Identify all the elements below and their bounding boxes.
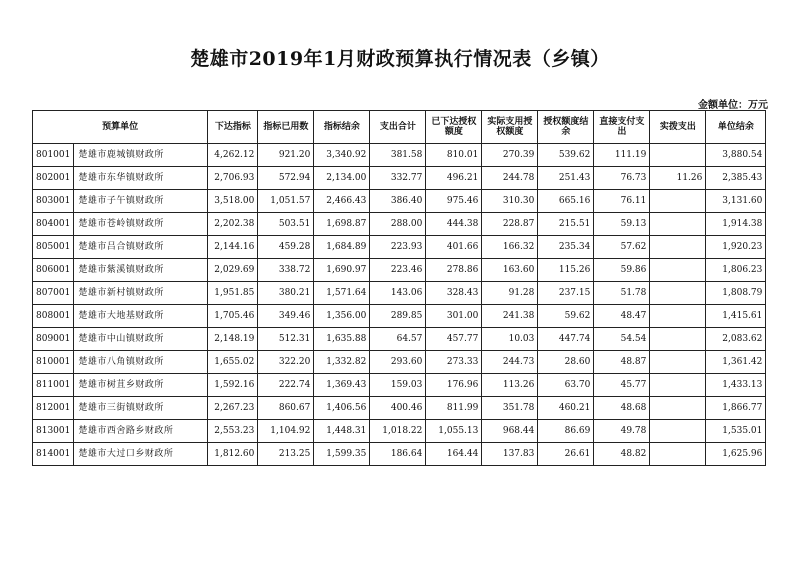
cell-auth-balance: 251.43 <box>538 167 594 190</box>
cell-used: 1,051.57 <box>258 190 314 213</box>
cell-real-pay <box>650 282 706 305</box>
cell-actual-used: 10.03 <box>482 328 538 351</box>
cell-used: 349.46 <box>258 305 314 328</box>
budget-table <box>32 110 766 466</box>
cell-unit-balance: 3,131.60 <box>706 190 766 213</box>
cell-spending: 288.00 <box>370 213 426 236</box>
cell-unit-balance: 1,415.61 <box>706 305 766 328</box>
cell-spending: 159.03 <box>370 374 426 397</box>
cell-direct-pay: 59.86 <box>594 259 650 282</box>
cell-actual-used: 244.73 <box>482 351 538 374</box>
col-header-direct-pay: 直接支付支出 <box>594 111 650 144</box>
cell-actual-used: 166.32 <box>482 236 538 259</box>
row-code: 809001 <box>33 328 74 351</box>
cell-direct-pay: 48.82 <box>594 443 650 466</box>
cell-direct-pay: 48.87 <box>594 351 650 374</box>
cell-issued: 2,029.69 <box>208 259 258 282</box>
row-unit-name: 楚雄市子午镇财政所 <box>74 190 208 213</box>
cell-direct-pay: 57.62 <box>594 236 650 259</box>
cell-unit-balance: 3,880.54 <box>706 144 766 167</box>
row-code: 803001 <box>33 190 74 213</box>
cell-direct-pay: 49.78 <box>594 420 650 443</box>
col-header-spending: 支出合计 <box>370 111 426 144</box>
cell-real-pay <box>650 443 706 466</box>
cell-balance: 2,134.00 <box>314 167 370 190</box>
cell-actual-used: 113.26 <box>482 374 538 397</box>
row-unit-name: 楚雄市大地基财政所 <box>74 305 208 328</box>
col-header-used: 指标已用数 <box>258 111 314 144</box>
cell-auth-balance: 235.34 <box>538 236 594 259</box>
row-unit-name: 楚雄市东华镇财政所 <box>74 167 208 190</box>
cell-actual-used: 91.28 <box>482 282 538 305</box>
cell-balance: 1,690.97 <box>314 259 370 282</box>
col-header-real-pay: 实拨支出 <box>650 111 706 144</box>
table-row <box>33 374 766 397</box>
cell-unit-balance: 1,808.79 <box>706 282 766 305</box>
row-code: 810001 <box>33 351 74 374</box>
table-header-row <box>33 111 766 144</box>
cell-real-pay <box>650 397 706 420</box>
cell-issued: 1,592.16 <box>208 374 258 397</box>
cell-direct-pay: 59.13 <box>594 213 650 236</box>
row-unit-name: 楚雄市树苴乡财政所 <box>74 374 208 397</box>
row-code: 804001 <box>33 213 74 236</box>
cell-auth-issued: 1,055.13 <box>426 420 482 443</box>
cell-auth-issued: 496.21 <box>426 167 482 190</box>
cell-issued: 2,706.93 <box>208 167 258 190</box>
table-row <box>33 144 766 167</box>
cell-auth-balance: 237.15 <box>538 282 594 305</box>
cell-auth-issued: 176.96 <box>426 374 482 397</box>
cell-actual-used: 270.39 <box>482 144 538 167</box>
row-unit-name: 楚雄市西舍路乡财政所 <box>74 420 208 443</box>
cell-used: 322.20 <box>258 351 314 374</box>
cell-auth-balance: 539.62 <box>538 144 594 167</box>
cell-spending: 386.40 <box>370 190 426 213</box>
cell-unit-balance: 1,433.13 <box>706 374 766 397</box>
table-row <box>33 397 766 420</box>
cell-spending: 223.93 <box>370 236 426 259</box>
cell-actual-used: 241.38 <box>482 305 538 328</box>
cell-unit-balance: 2,385.43 <box>706 167 766 190</box>
cell-unit-balance: 2,083.62 <box>706 328 766 351</box>
cell-real-pay: 11.26 <box>650 167 706 190</box>
table-row <box>33 443 766 466</box>
cell-used: 1,104.92 <box>258 420 314 443</box>
unit-label: 金额单位：万元 <box>698 100 768 111</box>
cell-unit-balance: 1,535.01 <box>706 420 766 443</box>
table-row <box>33 213 766 236</box>
col-header-balance: 指标结余 <box>314 111 370 144</box>
cell-auth-issued: 975.46 <box>426 190 482 213</box>
cell-balance: 3,340.92 <box>314 144 370 167</box>
cell-spending: 64.57 <box>370 328 426 351</box>
cell-auth-issued: 301.00 <box>426 305 482 328</box>
cell-issued: 1,655.02 <box>208 351 258 374</box>
cell-used: 512.31 <box>258 328 314 351</box>
cell-unit-balance: 1,625.96 <box>706 443 766 466</box>
table-row <box>33 190 766 213</box>
cell-spending: 332.77 <box>370 167 426 190</box>
cell-real-pay <box>650 420 706 443</box>
cell-issued: 2,144.16 <box>208 236 258 259</box>
table-body <box>33 144 766 466</box>
cell-direct-pay: 54.54 <box>594 328 650 351</box>
table-row <box>33 282 766 305</box>
table-row <box>33 328 766 351</box>
cell-balance: 2,466.43 <box>314 190 370 213</box>
cell-auth-issued: 273.33 <box>426 351 482 374</box>
cell-balance: 1,571.64 <box>314 282 370 305</box>
cell-auth-balance: 26.61 <box>538 443 594 466</box>
cell-auth-balance: 215.51 <box>538 213 594 236</box>
col-header-auth-balance: 授权额度结余 <box>538 111 594 144</box>
cell-direct-pay: 111.19 <box>594 144 650 167</box>
table-row <box>33 259 766 282</box>
cell-auth-issued: 810.01 <box>426 144 482 167</box>
cell-auth-balance: 665.16 <box>538 190 594 213</box>
cell-real-pay <box>650 351 706 374</box>
cell-actual-used: 137.83 <box>482 443 538 466</box>
cell-auth-issued: 444.38 <box>426 213 482 236</box>
cell-real-pay <box>650 305 706 328</box>
cell-actual-used: 228.87 <box>482 213 538 236</box>
cell-used: 503.51 <box>258 213 314 236</box>
cell-unit-balance: 1,914.38 <box>706 213 766 236</box>
row-unit-name: 楚雄市吕合镇财政所 <box>74 236 208 259</box>
row-code: 814001 <box>33 443 74 466</box>
row-code: 813001 <box>33 420 74 443</box>
table-row <box>33 305 766 328</box>
table-row <box>33 236 766 259</box>
row-unit-name: 楚雄市八角镇财政所 <box>74 351 208 374</box>
cell-auth-issued: 457.77 <box>426 328 482 351</box>
cell-actual-used: 968.44 <box>482 420 538 443</box>
cell-auth-balance: 447.74 <box>538 328 594 351</box>
row-code: 807001 <box>33 282 74 305</box>
cell-used: 921.20 <box>258 144 314 167</box>
cell-direct-pay: 76.11 <box>594 190 650 213</box>
cell-direct-pay: 51.78 <box>594 282 650 305</box>
row-code: 806001 <box>33 259 74 282</box>
cell-issued: 2,553.23 <box>208 420 258 443</box>
cell-unit-balance: 1,361.42 <box>706 351 766 374</box>
cell-auth-issued: 328.43 <box>426 282 482 305</box>
cell-issued: 2,267.23 <box>208 397 258 420</box>
cell-balance: 1,332.82 <box>314 351 370 374</box>
row-code: 811001 <box>33 374 74 397</box>
cell-spending: 1,018.22 <box>370 420 426 443</box>
cell-auth-balance: 86.69 <box>538 420 594 443</box>
cell-issued: 1,705.46 <box>208 305 258 328</box>
cell-spending: 186.64 <box>370 443 426 466</box>
cell-used: 459.28 <box>258 236 314 259</box>
cell-direct-pay: 48.68 <box>594 397 650 420</box>
col-header-issued: 下达指标 <box>208 111 258 144</box>
row-unit-name: 楚雄市三街镇财政所 <box>74 397 208 420</box>
cell-real-pay <box>650 259 706 282</box>
row-code: 805001 <box>33 236 74 259</box>
cell-unit-balance: 1,866.77 <box>706 397 766 420</box>
cell-unit-balance: 1,806.23 <box>706 259 766 282</box>
row-code: 802001 <box>33 167 74 190</box>
cell-auth-balance: 28.60 <box>538 351 594 374</box>
cell-direct-pay: 48.47 <box>594 305 650 328</box>
cell-real-pay <box>650 236 706 259</box>
cell-balance: 1,406.56 <box>314 397 370 420</box>
cell-spending: 381.58 <box>370 144 426 167</box>
cell-spending: 400.46 <box>370 397 426 420</box>
cell-real-pay <box>650 190 706 213</box>
cell-balance: 1,448.31 <box>314 420 370 443</box>
cell-balance: 1,356.00 <box>314 305 370 328</box>
cell-real-pay <box>650 374 706 397</box>
cell-used: 572.94 <box>258 167 314 190</box>
cell-auth-balance: 460.21 <box>538 397 594 420</box>
col-header-unit-balance: 单位结余 <box>706 111 766 144</box>
cell-unit-balance: 1,920.23 <box>706 236 766 259</box>
cell-actual-used: 310.30 <box>482 190 538 213</box>
cell-direct-pay: 45.77 <box>594 374 650 397</box>
row-unit-name: 楚雄市苍岭镇财政所 <box>74 213 208 236</box>
col-header-actual-used: 实际支用授权额度 <box>482 111 538 144</box>
cell-actual-used: 351.78 <box>482 397 538 420</box>
row-unit-name: 楚雄市中山镇财政所 <box>74 328 208 351</box>
cell-used: 213.25 <box>258 443 314 466</box>
cell-actual-used: 244.78 <box>482 167 538 190</box>
cell-balance: 1,599.35 <box>314 443 370 466</box>
cell-used: 222.74 <box>258 374 314 397</box>
cell-balance: 1,684.89 <box>314 236 370 259</box>
row-code: 808001 <box>33 305 74 328</box>
cell-actual-used: 163.60 <box>482 259 538 282</box>
cell-used: 380.21 <box>258 282 314 305</box>
col-header-auth-issued: 已下达授权额度 <box>426 111 482 144</box>
cell-balance: 1,698.87 <box>314 213 370 236</box>
row-code: 801001 <box>33 144 74 167</box>
cell-direct-pay: 76.73 <box>594 167 650 190</box>
row-unit-name: 楚雄市大过口乡财政所 <box>74 443 208 466</box>
cell-real-pay <box>650 144 706 167</box>
cell-spending: 289.85 <box>370 305 426 328</box>
cell-real-pay <box>650 213 706 236</box>
cell-spending: 143.06 <box>370 282 426 305</box>
cell-auth-issued: 278.86 <box>426 259 482 282</box>
cell-issued: 1,951.85 <box>208 282 258 305</box>
table-row <box>33 167 766 190</box>
cell-auth-issued: 401.66 <box>426 236 482 259</box>
cell-issued: 2,148.19 <box>208 328 258 351</box>
row-code: 812001 <box>33 397 74 420</box>
col-header-unit: 预算单位 <box>33 111 208 144</box>
cell-issued: 1,812.60 <box>208 443 258 466</box>
cell-issued: 3,518.00 <box>208 190 258 213</box>
cell-issued: 2,202.38 <box>208 213 258 236</box>
row-unit-name: 楚雄市新村镇财政所 <box>74 282 208 305</box>
cell-auth-balance: 115.26 <box>538 259 594 282</box>
cell-auth-issued: 811.99 <box>426 397 482 420</box>
row-unit-name: 楚雄市鹿城镇财政所 <box>74 144 208 167</box>
table-row <box>33 420 766 443</box>
cell-real-pay <box>650 328 706 351</box>
cell-balance: 1,369.43 <box>314 374 370 397</box>
cell-balance: 1,635.88 <box>314 328 370 351</box>
cell-used: 338.72 <box>258 259 314 282</box>
cell-spending: 223.46 <box>370 259 426 282</box>
table-row <box>33 351 766 374</box>
cell-auth-issued: 164.44 <box>426 443 482 466</box>
cell-auth-balance: 59.62 <box>538 305 594 328</box>
cell-spending: 293.60 <box>370 351 426 374</box>
cell-auth-balance: 63.70 <box>538 374 594 397</box>
row-unit-name: 楚雄市紫溪镇财政所 <box>74 259 208 282</box>
cell-issued: 4,262.12 <box>208 144 258 167</box>
page-title: 楚雄市2019年1月财政预算执行情况表（乡镇） <box>190 48 610 70</box>
cell-used: 860.67 <box>258 397 314 420</box>
